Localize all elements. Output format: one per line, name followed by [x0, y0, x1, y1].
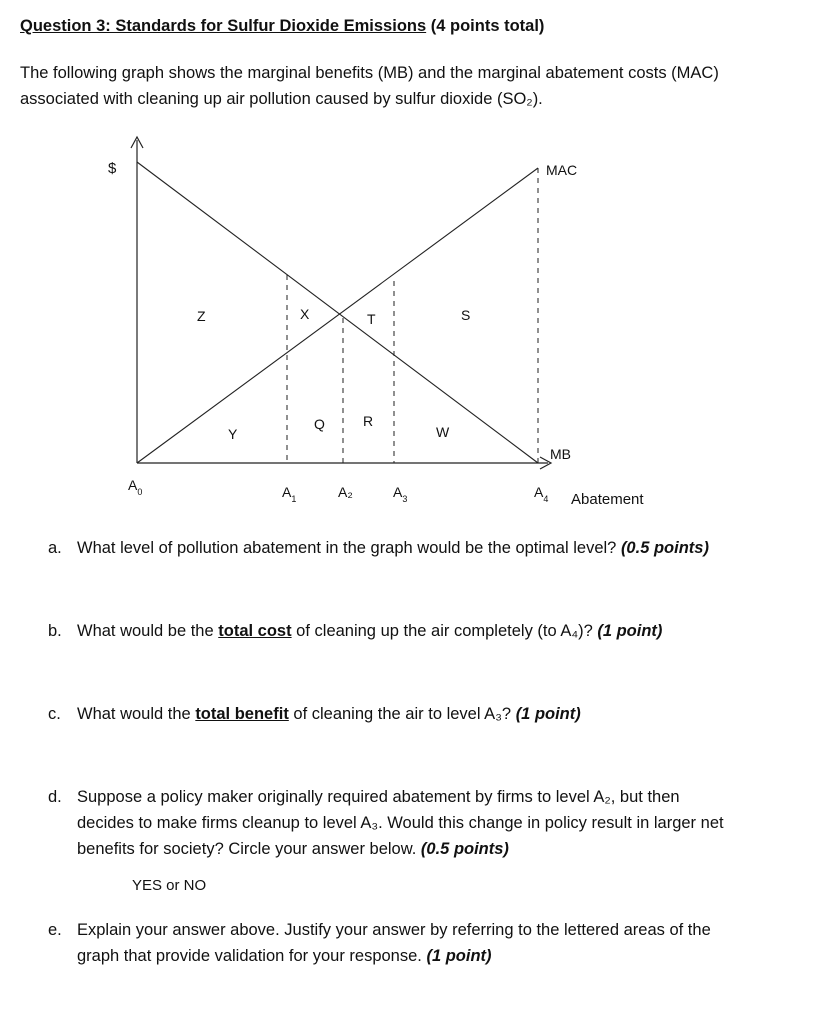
question-d-text: Suppose a policy maker originally required abatement by firms to level A₂, but then decides to make firms cleanup to level A₃. Would this change in policy result in larger net benefits for society? Circle your answer below. [77, 788, 724, 858]
question-a-text: What level of pollution abatement in the graph would be the optimal level? [77, 539, 617, 557]
area-x: X [300, 306, 310, 322]
question-a-letter: a. [48, 539, 62, 557]
question-c-post: of cleaning the air to level A₃? [288, 705, 512, 723]
question-c-emphasis: total benefit [195, 705, 289, 723]
question-b-letter: b. [48, 622, 62, 640]
question-b-points: (1 point) [597, 622, 663, 640]
question-c-points: (1 point) [515, 705, 581, 723]
area-y: Y [228, 426, 238, 442]
question-e [0, 917, 822, 971]
question-a [0, 535, 822, 561]
question-b-pre: What would be the [77, 622, 219, 640]
yes-no-answer[interactable]: YES or NO [132, 877, 207, 894]
area-z: Z [197, 308, 206, 324]
area-w: W [436, 424, 450, 440]
question-e-text: Explain your answer above. Justify your answer by referring to the lettered areas of the graph that provide validation for your response. [77, 921, 711, 965]
question-c-pre: What would the [77, 705, 196, 723]
question-b-emphasis: total cost [218, 622, 292, 640]
tick-a4: $A_4$ [534, 484, 549, 504]
question-c [0, 701, 822, 727]
heading-points: (4 points total) [430, 17, 545, 35]
question-b [0, 618, 822, 644]
mac-label: MAC [546, 162, 578, 178]
question-d-points: (0.5 points) [420, 840, 509, 858]
question-c-letter: c. [48, 705, 61, 723]
tick-a1: $A_1$ [282, 484, 297, 504]
area-r: R [363, 413, 374, 429]
heading-title: Question 3: Standards for Sulfur Dioxide Emissions [20, 17, 427, 35]
area-t: T [367, 311, 376, 327]
question-b-post: of cleaning up the air completely (to A₄)? [291, 622, 593, 640]
question-e-letter: e. [48, 921, 62, 939]
intro-paragraph: The following graph shows the marginal benefits (MB) and the marginal abatement costs (MAC) associated with cleaning up air pollution caused by sulfur dioxide (SO₂). [20, 64, 719, 108]
tick-a3: $A_3$ [393, 484, 408, 504]
area-s: S [461, 307, 471, 323]
x-axis-label: Abatement [571, 491, 644, 508]
tick-a0: $A_0$ [128, 477, 143, 497]
question-e-points: (1 point) [426, 947, 492, 965]
question-a-points: (0.5 points) [620, 539, 709, 557]
question-d [0, 784, 822, 864]
area-q: Q [314, 416, 325, 432]
mb-label: MB [550, 446, 571, 462]
tick-a2: A₂ [338, 484, 353, 500]
y-axis-label: $ [108, 160, 117, 177]
question-d-letter: d. [48, 788, 62, 806]
